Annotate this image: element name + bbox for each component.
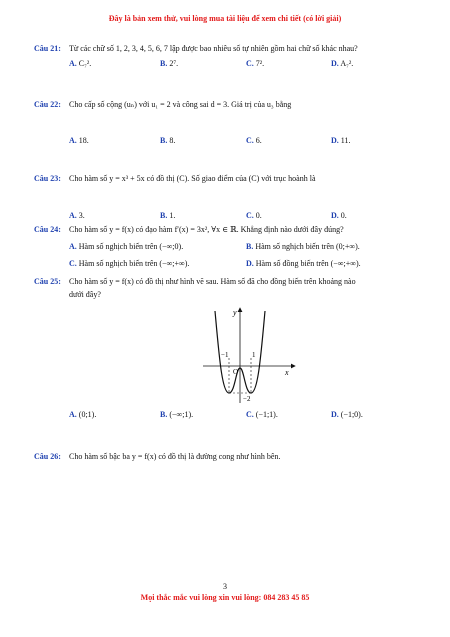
tick-label-minus1: −1: [221, 351, 229, 359]
question-number: Câu 22:: [34, 100, 61, 109]
option-value: 0.: [255, 211, 262, 220]
question-number: Câu 24:: [34, 225, 61, 234]
option-value: Hàm số đồng biến trên (−∞;+∞).: [255, 259, 361, 268]
option-value: 6.: [255, 136, 262, 145]
option-value: 3.: [78, 211, 85, 220]
option-c[interactable]: [69, 259, 189, 268]
option-letter: C.: [246, 59, 254, 68]
tick-label-1: 1: [252, 351, 256, 359]
option-a[interactable]: [69, 242, 183, 251]
page-number: 3: [223, 582, 227, 591]
option-value: Hàm số nghịch biến trên (0;+∞).: [255, 242, 360, 251]
option-letter: A.: [69, 410, 77, 419]
option-a[interactable]: [69, 59, 91, 68]
option-c[interactable]: [246, 136, 262, 145]
option-d[interactable]: [331, 136, 350, 145]
tick-label-minus2: −2: [243, 395, 251, 403]
option-letter: D.: [331, 136, 339, 145]
question-text: Từ các chữ số 1, 2, 3, 4, 5, 6, 7 lập được bao nhiêu số tự nhiên gồm hai chữ số khác nhau?: [69, 44, 358, 53]
question-text: Cho hàm số y = f(x) có đồ thị như hình vẽ sau. Hàm số đã cho đồng biến trên khoảng nào: [69, 277, 356, 286]
option-a[interactable]: [69, 410, 96, 419]
footer-contact: Mọi thắc mắc vui lòng xin vui lòng: 084 283 45 85: [140, 593, 310, 602]
option-letter: B.: [160, 136, 168, 145]
question-text: Cho hàm số y = x³ + 5x có đồ thị (C). Số giao điểm của (C) với trục hoành là: [69, 174, 316, 183]
option-letter: C.: [246, 410, 254, 419]
option-b[interactable]: [246, 242, 360, 251]
option-value: Hàm số nghịch biến trên (−∞;0).: [78, 242, 184, 251]
option-letter: C.: [246, 136, 254, 145]
option-c[interactable]: [246, 211, 262, 220]
option-c[interactable]: [246, 59, 264, 68]
option-value: 11.: [340, 136, 351, 145]
option-b[interactable]: [160, 211, 175, 220]
question-text: Cho hàm số y = f(x) có đạo hàm f′(x) = 3x², ∀x ∈ ℝ. Khẳng định nào dưới đây đúng?: [69, 225, 344, 234]
question-number: Câu 21:: [34, 44, 61, 53]
option-value: 8.: [169, 136, 176, 145]
question-text: Cho cấp số cộng (uₙ) với u₁ = 2 và công sai d = 3. Giá trị của u₃ bằng: [69, 100, 292, 109]
option-letter: C.: [69, 259, 77, 268]
option-letter: A.: [69, 59, 77, 68]
question-number: Câu 25:: [34, 277, 61, 286]
option-d[interactable]: [331, 211, 347, 220]
question-text: Cho hàm số bậc ba y = f(x) có đồ thị là đường cong như hình bên.: [69, 452, 281, 461]
option-b[interactable]: [160, 410, 193, 419]
option-value: 2⁷.: [169, 59, 179, 68]
option-value: C₇².: [78, 59, 92, 68]
option-value: 0.: [340, 211, 347, 220]
option-letter: D.: [246, 259, 254, 268]
option-letter: B.: [160, 410, 168, 419]
option-letter: B.: [160, 211, 168, 220]
option-b[interactable]: [160, 136, 175, 145]
option-letter: D.: [331, 211, 339, 220]
x-axis-label: x: [285, 368, 289, 377]
option-d[interactable]: [331, 410, 363, 419]
question-number: Câu 26:: [34, 452, 61, 461]
preview-banner: Đây là bản xem thử, vui lòng mua tài liệu để xem chi tiết (có lời giải): [108, 14, 342, 23]
question-number: Câu 23:: [34, 174, 61, 183]
option-d[interactable]: [246, 259, 361, 268]
option-a[interactable]: [69, 136, 89, 145]
option-c[interactable]: [246, 410, 278, 419]
option-d[interactable]: [331, 59, 353, 68]
option-letter: C.: [246, 211, 254, 220]
y-axis-label: y: [233, 308, 237, 317]
option-letter: A.: [69, 136, 77, 145]
option-letter: B.: [160, 59, 168, 68]
option-value: (−1;0).: [340, 410, 363, 419]
option-value: 7².: [255, 59, 265, 68]
option-value: (−∞;1).: [169, 410, 194, 419]
option-a[interactable]: [69, 211, 85, 220]
option-value: (0;1).: [78, 410, 97, 419]
option-letter: A.: [69, 242, 77, 251]
option-value: 1.: [169, 211, 176, 220]
option-letter: D.: [331, 59, 339, 68]
option-value: (−1;1).: [255, 410, 278, 419]
option-value: A₇².: [340, 59, 354, 68]
option-letter: D.: [331, 410, 339, 419]
origin-label: O: [233, 368, 239, 376]
question-text-continued: dưới đây?: [69, 290, 101, 299]
option-b[interactable]: [160, 59, 178, 68]
option-letter: B.: [246, 242, 254, 251]
option-value: 18.: [78, 136, 89, 145]
function-graph: [195, 305, 305, 405]
option-letter: A.: [69, 211, 77, 220]
option-value: Hàm số nghịch biến trên (−∞;+∞).: [78, 259, 190, 268]
